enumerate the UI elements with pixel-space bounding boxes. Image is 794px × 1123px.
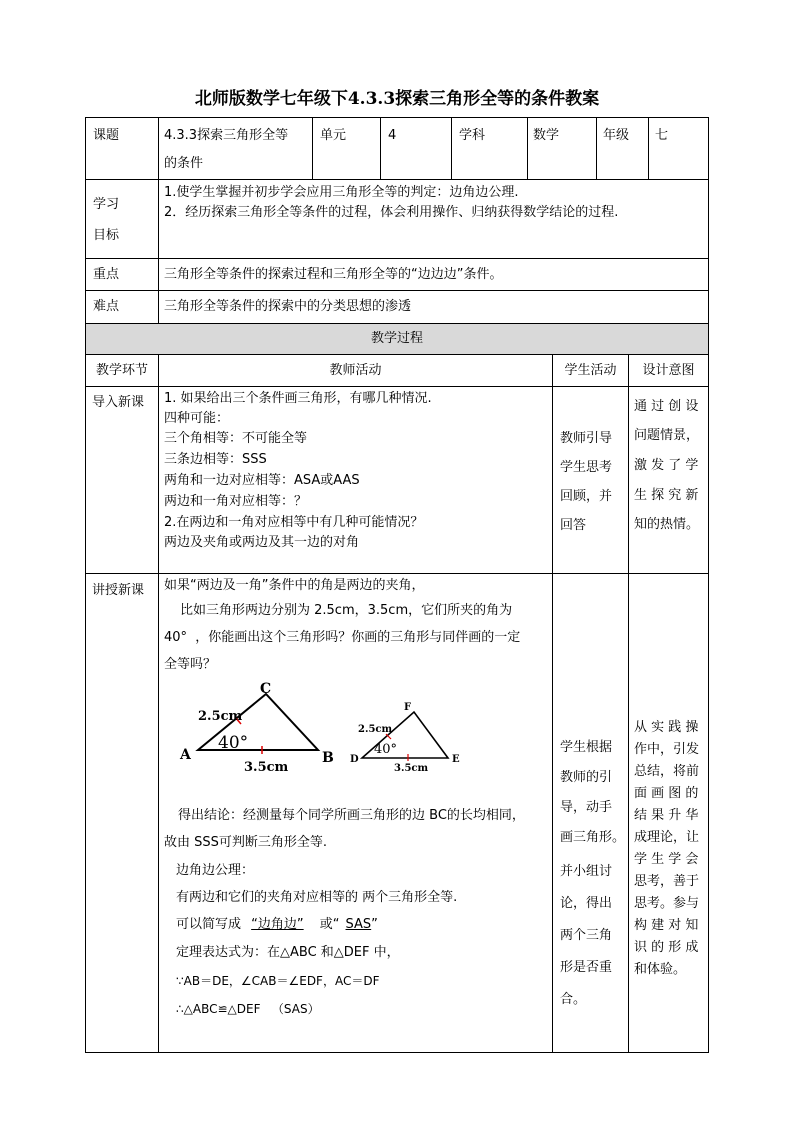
lecture-stage: 讲授新课 xyxy=(92,583,145,598)
triangle-abc-figure xyxy=(176,680,336,775)
theorem-intro: 定理表达式为：在△ABC 和△DEF 中， xyxy=(176,945,400,960)
vertex-d: D xyxy=(350,754,359,765)
abbr-end: ” xyxy=(371,917,378,932)
lecture-design-line: 和体验。 xyxy=(634,962,687,977)
lecture-design-line: 成理论，让 xyxy=(634,830,700,845)
goals-label-line1: 学习 xyxy=(93,197,120,212)
lecture-p2-line2: 40° ，你能画出这个三角形吗？你画的三角形与同伴画的一定 xyxy=(164,630,521,645)
side-de-label: 3.5cm xyxy=(394,763,429,774)
intro-line: 三个角相等：不可能全等 xyxy=(164,431,308,446)
table-border xyxy=(628,354,629,1053)
intro-student-line: 回顾，并 xyxy=(560,489,613,504)
lecture-p2-line3: 全等吗？ xyxy=(164,657,217,672)
intro-line: 三条边相等：SSS xyxy=(164,452,267,467)
lecture-student-line: 教师的引 xyxy=(560,770,613,785)
axiom-text: 有两边和它们的夹角对应相等的 两个三角形全等. xyxy=(176,890,458,905)
col-design-header: 设计意图 xyxy=(642,363,695,378)
course-label: 课题 xyxy=(93,128,120,143)
intro-stage: 导入新课 xyxy=(92,395,145,410)
col-teacher-header: 教师活动 xyxy=(329,363,382,378)
intro-student-line: 回答 xyxy=(560,518,587,533)
lecture-student-line: 导，动手 xyxy=(560,800,613,815)
theorem-result: ∴△ABC≌△DEF （SAS） xyxy=(176,1002,320,1016)
goals-label-line2: 目标 xyxy=(93,228,120,243)
angle-d-label: 40° xyxy=(374,742,398,757)
table-border xyxy=(648,117,649,179)
abbr-prefix: 可以简写成 xyxy=(176,917,242,932)
abbr-sas: SAS xyxy=(345,917,372,932)
lecture-p1: 如果“两边及一角”条件中的角是两边的夹角， xyxy=(164,578,425,593)
table-border xyxy=(451,117,452,179)
grade-label: 年级 xyxy=(603,128,630,143)
process-header: 教学过程 xyxy=(370,331,423,346)
conclusion-line2: 故由 SSS可判断三角形全等. xyxy=(164,835,328,850)
course-value-line2: 的条件 xyxy=(164,156,204,171)
table-border xyxy=(85,354,709,355)
vertex-e: E xyxy=(452,754,460,765)
col-student-header: 学生活动 xyxy=(564,363,617,378)
goal-item-2: 2．经历探索三角形全等条件的过程，体会利用操作、归纳获得数学结论的过程. xyxy=(164,205,619,220)
course-value-line1: 4.3.3探索三角形全等 xyxy=(164,128,289,143)
abbr-or: 或“ xyxy=(319,917,340,932)
lecture-student-line: 形是否重 xyxy=(560,960,613,975)
intro-design-line: 激 发 了 学 xyxy=(634,458,699,473)
side-ac-label: 2.5cm xyxy=(198,709,243,724)
theorem-given: ∵AB＝DE，∠CAB＝∠EDF，AC＝DF xyxy=(176,974,380,988)
unit-value: 4 xyxy=(388,128,397,143)
abbreviation-line xyxy=(176,915,378,935)
goal-item-1: 1.使学生掌握并初步学会应用三角形全等的判定：边角边公理. xyxy=(164,185,519,200)
abbr-sas-chinese: “边角边” xyxy=(251,917,304,932)
table-border xyxy=(85,258,709,259)
document-title: 北师版数学七年级下4.3.3探索三角形全等的条件教案 xyxy=(194,89,600,109)
table-border xyxy=(158,354,159,1053)
lecture-student-line: 两个三角 xyxy=(560,928,613,943)
intro-line: 2.在两边和一角对应相等中有几种可能情况？ xyxy=(164,515,424,530)
table-border xyxy=(85,290,709,291)
lecture-student-line: 画三角形。 xyxy=(560,830,626,845)
intro-line: 两角和一边对应相等：ASA或AAS xyxy=(164,473,360,488)
angle-a-label: 40° xyxy=(218,733,249,753)
intro-design-line: 问题情景， xyxy=(634,428,700,443)
lecture-design-line: 作中，引发 xyxy=(634,742,700,757)
table-border xyxy=(85,1052,709,1053)
vertex-a: A xyxy=(180,747,191,763)
table-border xyxy=(85,179,709,180)
table-border xyxy=(708,117,709,1053)
vertex-b: B xyxy=(322,750,334,766)
triangle-def-figure xyxy=(346,698,466,774)
side-ab-label: 3.5cm xyxy=(244,760,289,775)
lecture-design-line: 思考，善于 xyxy=(634,874,700,889)
table-border xyxy=(596,117,597,179)
intro-student-line: 教师引导 xyxy=(560,431,613,446)
lecture-design-line: 总结，将前 xyxy=(634,764,700,779)
intro-line: 两边和一角对应相等：？ xyxy=(164,494,308,509)
col-stage-header: 教学环节 xyxy=(95,363,148,378)
table-border xyxy=(85,117,709,118)
intro-line: 四种可能： xyxy=(164,411,230,426)
lecture-design-line: 思考。参与 xyxy=(634,896,700,911)
subject-label: 学科 xyxy=(459,128,486,143)
intro-design-line: 知的热情。 xyxy=(634,517,700,532)
table-border xyxy=(85,573,709,574)
vertex-c: C xyxy=(260,681,272,697)
subject-value: 数学 xyxy=(533,128,560,143)
lecture-student-line: 并小组讨 xyxy=(560,864,613,879)
conclusion-line1: 得出结论：经测量每个同学所画三角形的边 BC的长均相同， xyxy=(178,808,525,823)
unit-label: 单元 xyxy=(320,128,347,143)
axiom-title: 边角边公理： xyxy=(176,863,255,878)
table-border xyxy=(85,386,709,387)
table-border xyxy=(380,117,381,179)
intro-student-line: 学生思考 xyxy=(560,460,613,475)
lecture-p2-line1: 比如三角形两边分别为 2.5cm，3.5cm，它们所夹的角为 xyxy=(180,603,513,618)
key-label: 重点 xyxy=(93,267,120,282)
lecture-design-line: 结 果 升 华 xyxy=(634,808,699,823)
grade-value: 七 xyxy=(655,128,669,143)
lecture-design-line: 面 画 图 的 xyxy=(634,786,699,801)
difficulty-value: 三角形全等条件的探索中的分类思想的渗透 xyxy=(164,299,412,314)
key-value: 三角形全等条件的探索过程和三角形全等的“边边边”条件。 xyxy=(164,267,503,282)
table-border xyxy=(158,117,159,323)
table-border xyxy=(85,117,86,1053)
lecture-design-line: 学 生 学 会 xyxy=(634,852,699,867)
intro-design-line: 生 探 究 新 xyxy=(634,488,699,503)
table-border xyxy=(527,117,528,179)
side-df-label: 2.5cm xyxy=(358,724,393,735)
lecture-design-line: 构 建 对 知 xyxy=(634,918,699,933)
lecture-student-line: 论，得出 xyxy=(560,896,613,911)
lecture-student-line: 学生根据 xyxy=(560,740,613,755)
intro-line: 两边及夹角或两边及其一边的对角 xyxy=(164,535,360,550)
difficulty-label: 难点 xyxy=(93,299,120,314)
intro-design-line: 通 过 创 设 xyxy=(634,399,699,414)
table-border xyxy=(312,117,313,179)
lecture-student-line: 合。 xyxy=(560,992,587,1007)
vertex-f: F xyxy=(404,702,412,713)
lecture-design-line: 识 的 形 成 xyxy=(634,940,699,955)
table-border xyxy=(85,323,709,324)
intro-line: 1. 如果给出三个条件画三角形，有哪几种情况. xyxy=(164,391,432,406)
lecture-design-line: 从 实 践 操 xyxy=(634,720,699,735)
table-border xyxy=(552,354,553,1053)
